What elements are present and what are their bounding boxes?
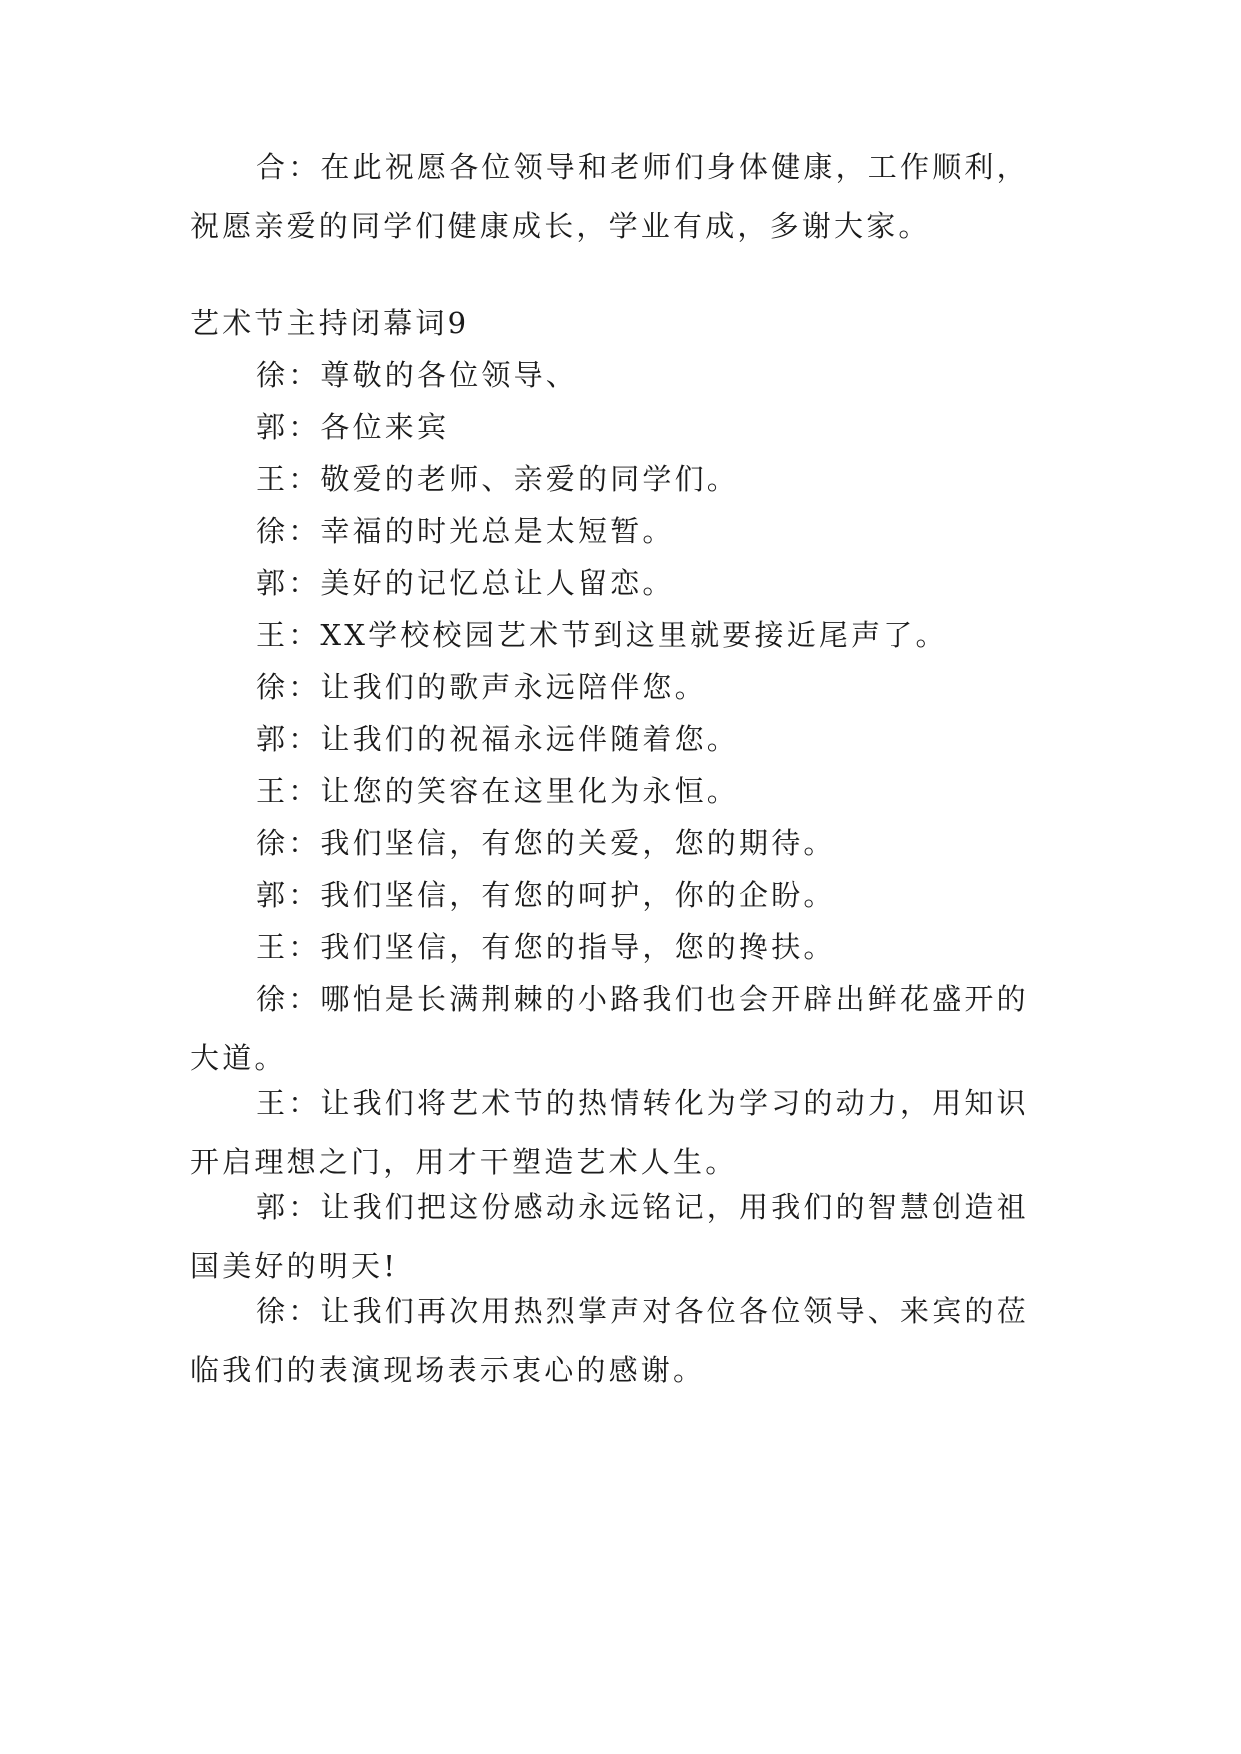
- script-line: 郭：各位来宾: [256, 410, 450, 444]
- script-line: 徐：哪怕是长满荆棘的小路我们也会开辟出鲜花盛开的大道。: [190, 982, 1029, 1075]
- script-line: 郭：让我们的祝福永远伴随着您。: [256, 722, 740, 756]
- script-line: 郭：让我们把这份感动永远铭记，用我们的智慧创造祖国美好的明天!: [190, 1190, 1029, 1283]
- script-line: 王：让您的笑容在这里化为永恒。: [256, 774, 740, 808]
- section-title: 艺术节主持闭幕词9: [190, 306, 470, 340]
- script-line: 徐：让我们再次用热烈掌声对各位各位领导、来宾的莅临我们的表演现场表示衷心的感谢。: [190, 1294, 1029, 1387]
- script-line: 王：让我们将艺术节的热情转化为学习的动力，用知识开启理想之门，用才干塑造艺术人生。: [190, 1086, 1029, 1179]
- script-line: 郭：美好的记忆总让人留恋。: [256, 566, 675, 600]
- script-line: 徐：我们坚信，有您的关爱，您的期待。: [256, 826, 836, 860]
- script-line: 郭：我们坚信，有您的呵护，你的企盼。: [256, 878, 836, 912]
- closing-paragraph: 合：在此祝愿各位领导和老师们身体健康，工作顺利，祝愿亲爱的同学们健康成长，学业有成，多谢大家。: [190, 150, 1029, 243]
- script-line: 徐：幸福的时光总是太短暂。: [256, 514, 675, 548]
- script-line: 徐：让我们的歌声永远陪伴您。: [256, 670, 707, 704]
- script-line: 王：我们坚信，有您的指导，您的搀扶。: [256, 930, 836, 964]
- script-line: 徐：尊敬的各位领导、: [256, 358, 579, 392]
- script-line: 王：敬爱的老师、亲爱的同学们。: [256, 462, 740, 496]
- script-line: 王：XX学校校园艺术节到这里就要接近尾声了。: [256, 618, 948, 652]
